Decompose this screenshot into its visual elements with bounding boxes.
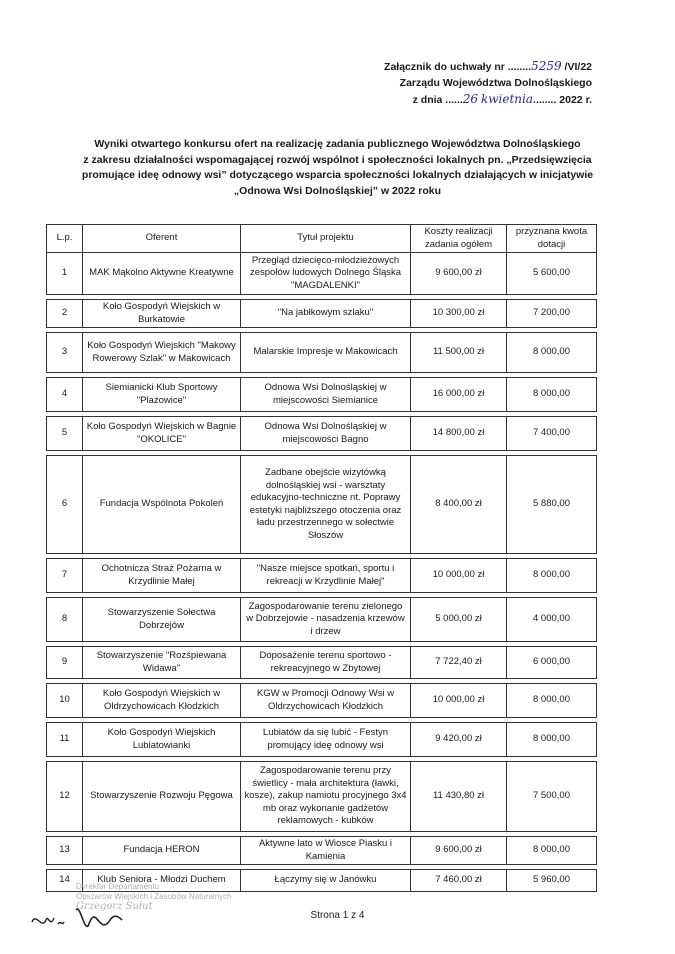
title-line-1: Wyniki otwartego konkursu ofert na realizację zadania publicznego Województwa Dolnośląskiego (94, 138, 581, 150)
header-kwota: przyznana kwota dotacji (507, 225, 597, 253)
cell-tytul: Odnowa Wsi Dolnośląskiej w miejscowości Bagno (241, 417, 411, 451)
header-oferent: Oferent (83, 225, 241, 253)
cell-koszty: 8 400,00 zł (411, 456, 507, 554)
table-row (47, 684, 597, 718)
cell-tytul: Odnowa Wsi Dolnośląskiej w miejscowości Siemianice (241, 378, 411, 412)
cell-lp: 5 (47, 417, 83, 451)
table-row (47, 647, 597, 679)
resolution-line (384, 58, 592, 75)
cell-lp: 8 (47, 598, 83, 642)
cell-koszty: 5 000,00 zł (411, 598, 507, 642)
cell-oferent: Koło Gospodyń Wiejskich "Makowy Rowerowy Szlak" w Makowicach (83, 333, 241, 373)
cell-kwota: 6 000,00 (507, 647, 597, 679)
date-prefix: z dnia (412, 94, 446, 106)
cell-koszty: 9 600,00 zł (411, 253, 507, 295)
cell-oferent: Fundacja HERON (83, 837, 241, 865)
resolution-number: 5259 (531, 59, 562, 73)
cell-koszty: 10 000,00 zł (411, 559, 507, 593)
cell-oferent: Koło Gospodyń Wiejskich Lubiatowianki (83, 723, 241, 757)
table-header-row (47, 225, 597, 253)
header-lp: L.p. (47, 225, 83, 253)
cell-tytul: Łączymy się w Janówku (241, 870, 411, 892)
document-title (40, 137, 635, 199)
cell-lp: 13 (47, 837, 83, 865)
cell-tytul: Przegląd dziecięco-młodzieżowych zespołów ludowych Dolnego Śląska "MAGDALENKI" (241, 253, 411, 295)
cell-kwota: 8 000,00 (507, 559, 597, 593)
cell-lp: 9 (47, 647, 83, 679)
cell-lp: 1 (47, 253, 83, 295)
table-row (47, 417, 597, 451)
cell-lp: 10 (47, 684, 83, 718)
cell-lp: 2 (47, 300, 83, 328)
resolution-prefix: Załącznik do uchwały nr (384, 61, 508, 73)
cell-oferent: Siemianicki Klub Sportowy "Plażowice" (83, 378, 241, 412)
table-row (47, 253, 597, 295)
title-line-3: promujące ideę odnowy wsi” dotyczącego wsparcia społeczności lokalnych działających w inicjatywie (81, 169, 594, 181)
cell-tytul: Zagospodarowanie terenu zielonego w Dobrzejowie - nasadzenia krzewów i drzew (241, 598, 411, 642)
cell-kwota: 8 000,00 (507, 723, 597, 757)
cell-koszty: 7 722,40 zł (411, 647, 507, 679)
cell-tytul: Aktywne lato w Wiosce Piasku i Kamienia (241, 837, 411, 865)
cell-oferent: Koło Gospodyń Wiejskich w Oldrzychowicach Kłodzkich (83, 684, 241, 718)
table-row (47, 559, 597, 593)
cell-lp: 11 (47, 723, 83, 757)
stamp-line-1: Dyrektor Departamentu (76, 882, 160, 891)
header-koszty: Koszty realizacji zadania ogółem (411, 225, 507, 253)
cell-tytul: Malarskie Impresje w Makowicach (241, 333, 411, 373)
attachment-header (384, 58, 592, 108)
cell-oferent: Stowarzyszenie "Rozśpiewana Widawa" (83, 647, 241, 679)
table-row (47, 723, 597, 757)
cell-oferent: Stowarzyszenie Rozwoju Pęgowa (83, 762, 241, 832)
cell-kwota: 8 000,00 (507, 333, 597, 373)
stamp-line-2: Obszarów Wiejskich i Zasobów Naturalnych (76, 892, 232, 901)
cell-kwota: 5 960,00 (507, 870, 597, 892)
cell-koszty: 11 430,80 zł (411, 762, 507, 832)
date-dots-b: ........ (533, 94, 557, 106)
cell-kwota: 5 880,00 (507, 456, 597, 554)
cell-koszty: 9 420,00 zł (411, 723, 507, 757)
date-dots-a: ...... (445, 94, 463, 106)
table-row (47, 762, 597, 832)
table-row (47, 598, 597, 642)
cell-tytul: "Na jabłkowym szlaku" (241, 300, 411, 328)
cell-kwota: 8 000,00 (507, 684, 597, 718)
cell-oferent: Koło Gospodyń Wiejskich w Burkatowie (83, 300, 241, 328)
page-number: Strona 1 z 4 (310, 910, 365, 921)
table-row (47, 300, 597, 328)
cell-koszty: 14 800,00 zł (411, 417, 507, 451)
header-tytul: Tytuł projektu (241, 225, 411, 253)
cell-tytul: Zadbane obejście wizytówką dolnośląskiej wsi - warsztaty edukacyjno-techniczne nt. Poprawy estetyki najbliższego otoczenia oraz ładu przestrzennego w sołectwie Słoszów (241, 456, 411, 554)
cell-koszty: 9 600,00 zł (411, 837, 507, 865)
cell-koszty: 16 000,00 zł (411, 378, 507, 412)
title-line-4: „Odnowa Wsi Dolnośląskiej” w 2022 roku (233, 184, 442, 197)
cell-oferent: Klub Seniora - Młodzi Duchem (83, 870, 241, 892)
cell-lp: 3 (47, 333, 83, 373)
cell-oferent: Fundacja Wspólnota Pokoleń (83, 456, 241, 554)
cell-kwota: 8 000,00 (507, 837, 597, 865)
date-day: 26 (462, 92, 479, 106)
date-year: 2022 r. (556, 94, 592, 106)
cell-kwota: 7 500,00 (507, 762, 597, 832)
table-row (47, 333, 597, 373)
cell-lp: 7 (47, 559, 83, 593)
table-body (47, 253, 597, 892)
cell-lp: 4 (47, 378, 83, 412)
cell-kwota: 5 600,00 (507, 253, 597, 295)
date-month: kwietnia (481, 92, 534, 106)
title-line-2: z zakresu działalności wspomagającej rozwój wspólnot i społeczności lokalnych pn. „Przedsięwzięcia (83, 153, 592, 166)
cell-lp: 12 (47, 762, 83, 832)
cell-tytul: Doposażenie terenu sportowo - rekreacyjnego w Zbytowej (241, 647, 411, 679)
cell-oferent: Koło Gospodyń Wiejskich w Bagnie "OKOLICE" (83, 417, 241, 451)
cell-koszty: 7 460,00 zł (411, 870, 507, 892)
date-line (384, 91, 592, 108)
cell-kwota: 7 400,00 (507, 417, 597, 451)
cell-koszty: 10 000,00 zł (411, 684, 507, 718)
cell-koszty: 10 300,00 zł (411, 300, 507, 328)
table-row (47, 837, 597, 865)
cell-tytul: "Nasze miejsce spotkań, sportu i rekreacji w Krzydlinie Małej" (241, 559, 411, 593)
cell-kwota: 7 200,00 (507, 300, 597, 328)
resolution-dots: ........ (507, 61, 532, 73)
cell-kwota: 4 000,00 (507, 598, 597, 642)
cell-tytul: Zagospodarowanie terenu przy świetlicy - mała architektura (ławki, kosze), zakup namiotu procyjnego 3x4 mb oraz wykonanie gadżetów reklamowych - kubków (241, 762, 411, 832)
table-row (47, 378, 597, 412)
cell-tytul: KGW w Promocji Odnowy Wsi w Oldrzychowicach Kłodzkich (241, 684, 411, 718)
resolution-suffix: /VI/22 (561, 61, 592, 73)
cell-lp: 14 (47, 870, 83, 892)
cell-koszty: 11 500,00 zł (411, 333, 507, 373)
cell-tytul: Lubiatów da się lubić - Festyn promujący ideę odnowy wsi (241, 723, 411, 757)
cell-oferent: Stowarzyszenie Sołectwa Dobrzejów (83, 598, 241, 642)
results-table (46, 224, 597, 892)
cell-kwota: 8 000,00 (507, 378, 597, 412)
board-name: Zarządu Województwa Dolnośląskiego (399, 77, 592, 89)
stamp-name: Grzegorz Sułut (76, 901, 153, 912)
cell-oferent: MAK Mąkolno Aktywne Kreatywne (83, 253, 241, 295)
table-row (47, 456, 597, 554)
cell-oferent: Ochotnicza Straż Pożarna w Krzydlinie Małej (83, 559, 241, 593)
cell-lp: 6 (47, 456, 83, 554)
